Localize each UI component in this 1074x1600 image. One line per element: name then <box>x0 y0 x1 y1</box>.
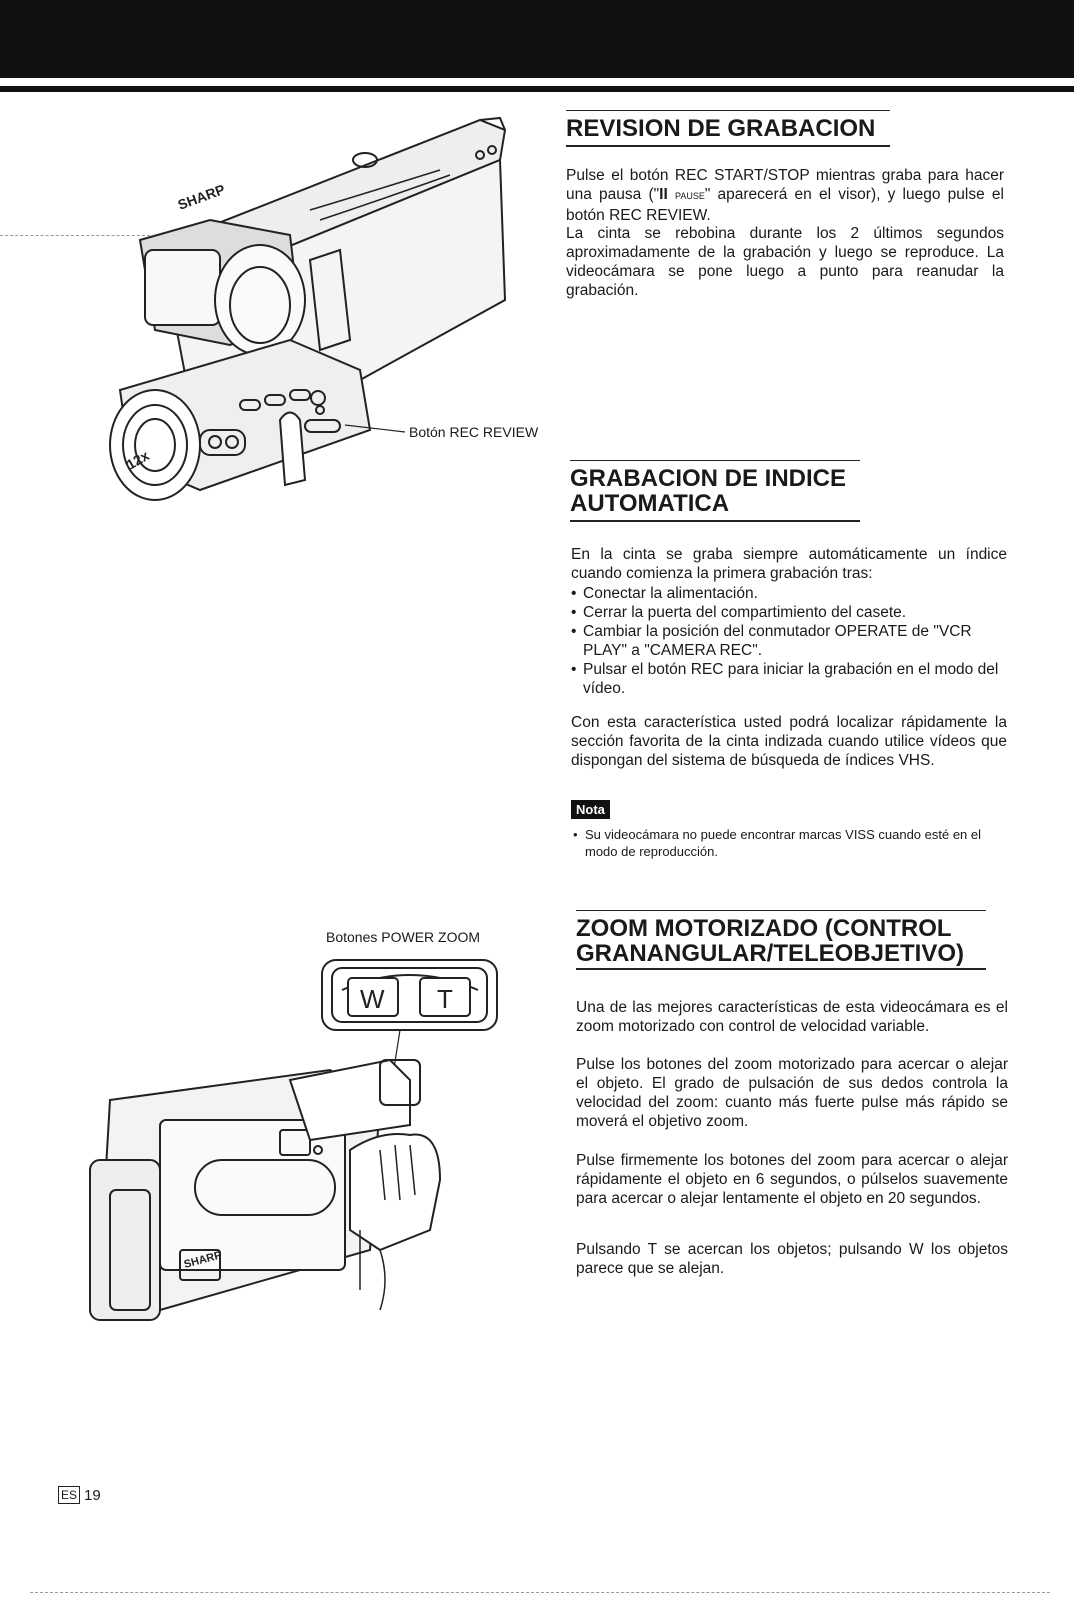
zoom-title: ZOOM MOTORIZADO (CONTROL GRANANGULAR/TELEOBJETIVO) <box>576 915 965 968</box>
revision-title-rule-top <box>566 110 890 111</box>
top-black-band <box>0 0 1074 78</box>
revision-paragraph-1: Pulse el botón REC START/STOP mientras graba para hacer una pausa ("II PAUSE" aparecerá en el visor), y luego pulse el botón REC REVIEW. <box>566 167 1004 224</box>
revision-title: REVISION DE GRABACION <box>566 115 876 142</box>
zoom-paragraph-1: Una de las mejores características de esta videocámara es el zoom motorizado con control de velocidad variable. <box>576 999 1008 1035</box>
camera-power-zoom-illustration <box>80 950 550 1350</box>
indice-title: GRABACION DE INDICE AUTOMATICA <box>570 465 847 518</box>
scan-mark-left <box>0 235 150 236</box>
camera-rec-review-illustration <box>60 100 580 510</box>
pause-word: PAUSE <box>674 191 705 201</box>
indice-title-rule-top <box>570 460 860 461</box>
revision-title-rule-bottom <box>566 145 890 147</box>
zoom-mark: 12x <box>123 447 152 473</box>
nota-text: • Su videocámara no puede encontrar marcas VISS cuando esté en el modo de reproducción. <box>573 826 1017 860</box>
camera-brand-zoom: SHARP <box>182 1249 223 1271</box>
zoom-paragraph-4: Pulsando T se acercan los objetos; pulsando W los objetos parece que se alejan. <box>576 1241 1008 1277</box>
zoom-title-rule-bottom <box>576 968 986 970</box>
page-number: 19 <box>84 1486 101 1504</box>
pause-symbol: II <box>659 186 668 203</box>
zoom-paragraph-3: Pulse firmemente los botones del zoom para acercar o alejar rápidamente el objeto en 6 segundos, o púlselos suavemente para acercar o alejar lentamente el objeto en 20 segundos. <box>576 1152 1008 1207</box>
list-item: • Cambiar la posición del conmutador OPERATE de "VCR PLAY" a "CAMERA REC". <box>571 622 1007 660</box>
list-item: • Conectar la alimentación. <box>571 584 1007 603</box>
indice-intro: En la cinta se graba siempre automáticamente un índice cuando comienza la primera grabación tras: <box>571 546 1007 582</box>
indice-title-rule-bottom <box>570 520 860 522</box>
list-item: • Cerrar la puerta del compartimiento del casete. <box>571 603 1007 622</box>
zoom-paragraph-2: Pulse los botones del zoom motorizado para acercar o alejar el objeto. El grado de pulsación de sus dedos controla la velocidad del zoom: cuanto más fuerte pulse más rápido se moverá el objetivo zoom. <box>576 1056 1008 1130</box>
language-code: ES <box>58 1486 80 1504</box>
revision-paragraph-2: La cinta se rebobina durante los 2 últimos segundos aproximadamente de la grabación y luego se reproduce. La videocámara se pone luego a punto para reanudar la grabación. <box>566 225 1004 299</box>
indice-bullet-list <box>571 584 1007 698</box>
power-zoom-caption: Botones POWER ZOOM <box>326 929 481 945</box>
indice-paragraph-2: Con esta característica usted podrá localizar rápidamente la sección favorita de la cinta indizada cuando utilice vídeos que dispongan del sistema de búsqueda de índices VHS. <box>571 714 1007 769</box>
w-button-label: W <box>360 984 385 1014</box>
camera-brand-top: SHARP <box>175 181 228 213</box>
page-footer <box>58 1486 101 1504</box>
t-button-label: T <box>437 984 453 1014</box>
zoom-title-rule-top <box>576 910 986 911</box>
list-item: • Pulsar el botón REC para iniciar la grabación en el modo del vídeo. <box>571 660 1007 698</box>
top-rule <box>0 86 1074 92</box>
scan-mark-bottom <box>30 1592 1050 1593</box>
nota-badge: Nota <box>571 800 610 819</box>
rec-review-caption: Botón REC REVIEW <box>409 424 539 440</box>
